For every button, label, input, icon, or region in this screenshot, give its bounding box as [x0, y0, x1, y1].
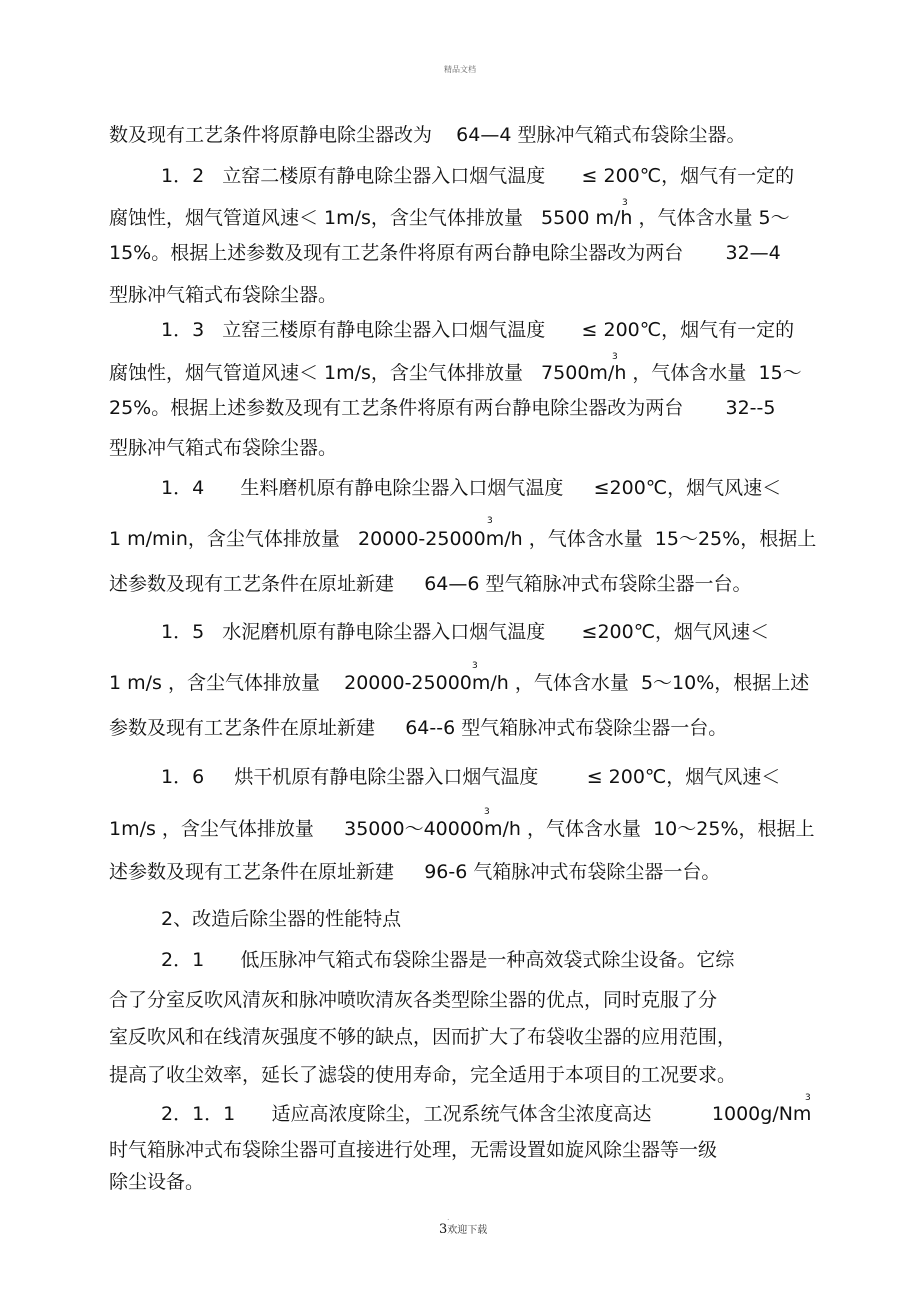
superscript: 3	[622, 198, 628, 208]
text-line: 1 m/min，含尘气体排放量 20000-25000m/h ，气体含水量 15～25%，根据上	[109, 528, 817, 550]
superscript: 3	[472, 661, 478, 671]
text-line: 25%。根据上述参数及现有工艺条件将原有两台静电除尘器改为两台 32--5	[109, 397, 776, 419]
text-line: 腐蚀性，烟气管道风速＜ 1m/s，含尘气体排放量 7500m/h ，气体含水量 15～	[109, 362, 802, 384]
text-line: 提高了收尘效率，延长了滤袋的使用寿命，完全适用于本项目的工况要求。	[109, 1064, 737, 1086]
text-line: 1．2 立窑二楼原有静电除尘器入口烟气温度 ≤ 200℃，烟气有一定的	[161, 165, 795, 187]
superscript: 3	[484, 807, 490, 817]
footer-dot: .	[447, 1213, 450, 1222]
text-line: 参数及现有工艺条件在原址新建 64--6 型气箱脉冲式布袋除尘器一台。	[109, 717, 728, 739]
text-line: 1．3 立窑三楼原有静电除尘器入口烟气温度 ≤ 200℃，烟气有一定的	[161, 319, 795, 341]
text-line: 1．5 水泥磨机原有静电除尘器入口烟气温度 ≤200℃，烟气风速＜	[161, 621, 770, 643]
text-line: 1 m/s ，含尘气体排放量 20000-25000m/h ，气体含水量 5～10%，根据上述	[109, 672, 810, 694]
page-footer	[439, 1213, 488, 1237]
text-line: 腐蚀性，烟气管道风速＜ 1m/s，含尘气体排放量 5500 m/h ，气体含水量 5～	[109, 207, 790, 229]
text-line: 1m/s ，含尘气体排放量 35000～40000m/h ，气体含水量 10～25%，根据上	[109, 818, 815, 840]
superscript: 3	[487, 516, 493, 526]
page-header: 精品文档	[444, 65, 476, 74]
section-heading: 2、改造后除尘器的性能特点	[161, 908, 402, 930]
text-line: 2．1．1 适应高浓度除尘，工况系统气体含尘浓度高达 1000g/Nm	[161, 1103, 812, 1125]
text-line: 2．1 低压脉冲气箱式布袋除尘器是一种高效袋式除尘设备。它综	[161, 949, 735, 971]
text-line: 15%。根据上述参数及现有工艺条件将原有两台静电除尘器改为两台 32—4	[109, 242, 781, 264]
text-line: 合了分室反吹风清灰和脉冲喷吹清灰各类型除尘器的优点，同时克服了分	[109, 989, 718, 1011]
superscript: 3	[805, 1093, 811, 1103]
superscript: 3	[612, 352, 618, 362]
text-line: 述参数及现有工艺条件在原址新建 64—6 型气箱脉冲式布袋除尘器一台。	[109, 573, 752, 595]
text-line: 数及现有工艺条件将原静电除尘器改为 64—4 型脉冲气箱式布袋除尘器。	[109, 124, 746, 146]
text-line: 型脉冲气箱式布袋除尘器。	[109, 437, 338, 459]
text-line: 1．6 烘干机原有静电除尘器入口烟气温度 ≤ 200℃，烟气风速＜	[161, 766, 781, 788]
text-line: 除尘设备。	[109, 1171, 205, 1193]
text-line: 型脉冲气箱式布袋除尘器。	[109, 284, 338, 306]
text-line: 1．4 生料磨机原有静电除尘器入口烟气温度 ≤200℃，烟气风速＜	[161, 477, 782, 499]
footer-text: 欢迎下载	[447, 1225, 488, 1236]
page-number: 3	[439, 1222, 448, 1237]
text-line: 述参数及现有工艺条件在原址新建 96-6 气箱脉冲式布袋除尘器一台。	[109, 861, 721, 883]
text-line: 室反吹风和在线清灰强度不够的缺点，因而扩大了布袋收尘器的应用范围，	[109, 1026, 737, 1048]
text-line: 时气箱脉冲式布袋除尘器可直接进行处理，无需设置如旋风除尘器等一级	[109, 1139, 718, 1161]
